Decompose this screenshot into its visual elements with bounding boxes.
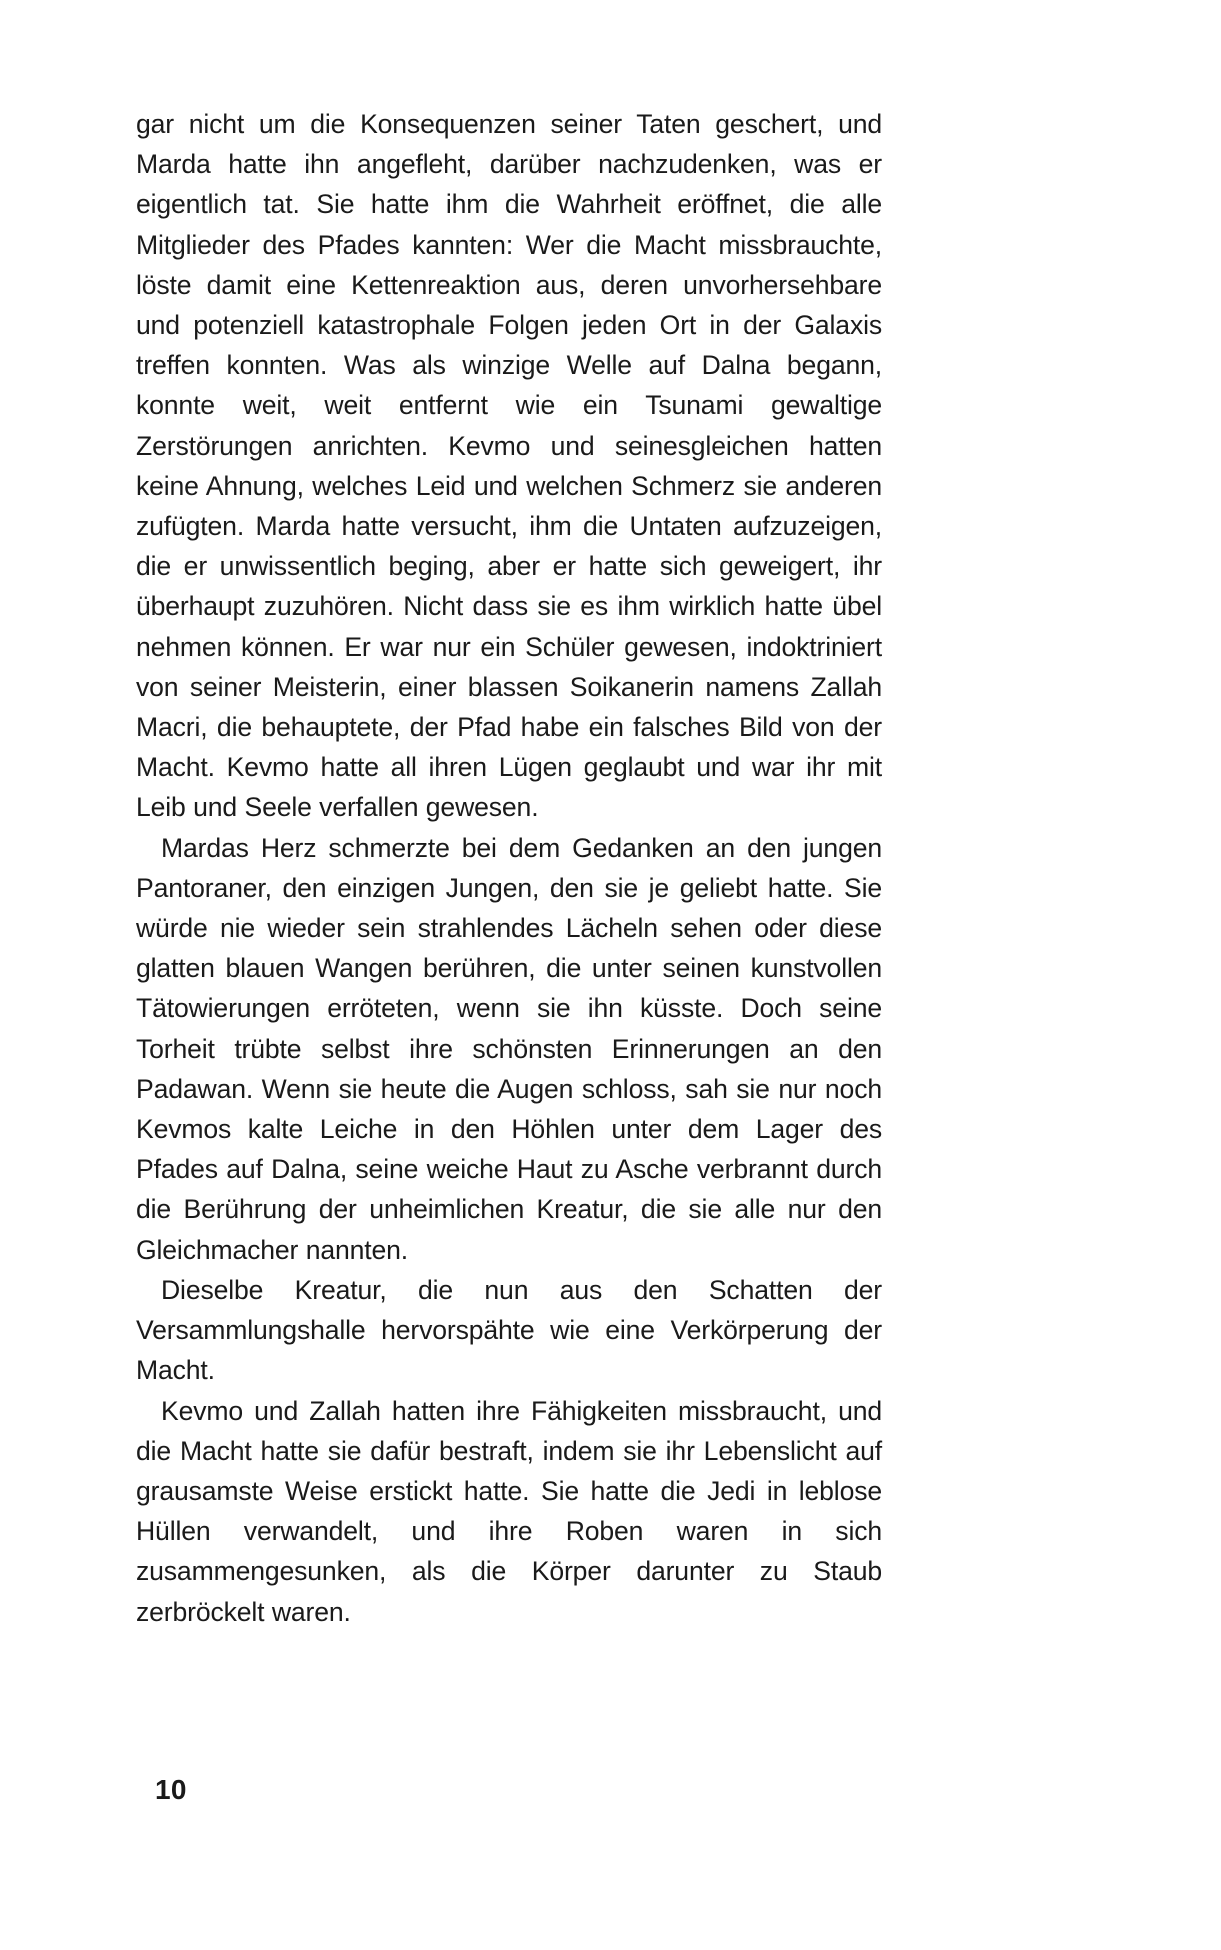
- page-number: 10: [155, 1774, 187, 1805]
- paragraph: Mardas Herz schmerzte bei dem Gedanken an den jungen Pantoraner, den einzigen Jungen, den sie je geliebt hatte. Sie würde nie wieder sein strahlendes Lächeln sehen oder diese glatten blauen Wangen berühren, die unter seinen kunstvollen Tätowierungen erröteten, wenn sie ihn küsste. Doch seine Torheit trübte selbst ihre schönsten Erinnerungen an den Padawan. Wenn sie heute die Augen schloss, sah sie nur noch Kevmos kalte Leiche in den Höhlen unter dem Lager des Pfades auf Dalna, seine weiche Haut zu Asche verbrannt durch die Berührung der unheimlichen Kreatur, die sie alle nur den Gleichmacher nannten.: [136, 832, 882, 1265]
- paragraph: Kevmo und Zallah hatten ihre Fähigkeiten missbraucht, und die Macht hatte sie dafür bestraft, indem sie ihr Lebenslicht auf grausamste Weise erstickt hatte. Sie hatte die Jedi in leblose Hüllen verwandelt, und ihre Roben waren in sich zusammengesunken, als die Körper darunter zu Staub zerbröckelt waren.: [136, 1395, 882, 1627]
- paragraph: Dieselbe Kreatur, die nun aus den Schatten der Versammlungshalle hervorspähte wie eine Verkörperung der Macht.: [136, 1274, 882, 1386]
- body-text-column: [136, 104, 882, 1632]
- paragraph: gar nicht um die Konsequenzen seiner Taten geschert, und Marda hatte ihn angefleht, darüber nachzudenken, was er eigentlich tat. Sie hatte ihm die Wahrheit eröffnet, die alle Mitglieder des Pfades kannten: Wer die Macht missbrauchte, löste damit eine Kettenreaktion aus, deren unvorhersehbare und potenziell katastrophale Folgen jeden Ort in der Galaxis treffen konnten. Was als winzige Welle auf Dalna begann, konnte weit, weit entfernt wie ein Tsunami gewaltige Zerstörungen anrichten. Kevmo und seinesgleichen hatten keine Ahnung, welches Leid und welchen Schmerz sie anderen zufügten. Marda hatte versucht, ihm die Untaten aufzuzeigen, die er unwissentlich beging, aber er hatte sich geweigert, ihr überhaupt zuzuhören. Nicht dass sie es ihm wirklich hatte übel nehmen können. Er war nur ein Schüler gewesen, indoktriniert von seiner Meisterin, einer blassen Soikanerin namens Zallah Macri, die behauptete, der Pfad habe ein falsches Bild von der Macht. Kevmo hatte all ihren Lügen geglaubt und war ihr mit Leib und Seele verfallen gewesen.: [136, 109, 882, 823]
